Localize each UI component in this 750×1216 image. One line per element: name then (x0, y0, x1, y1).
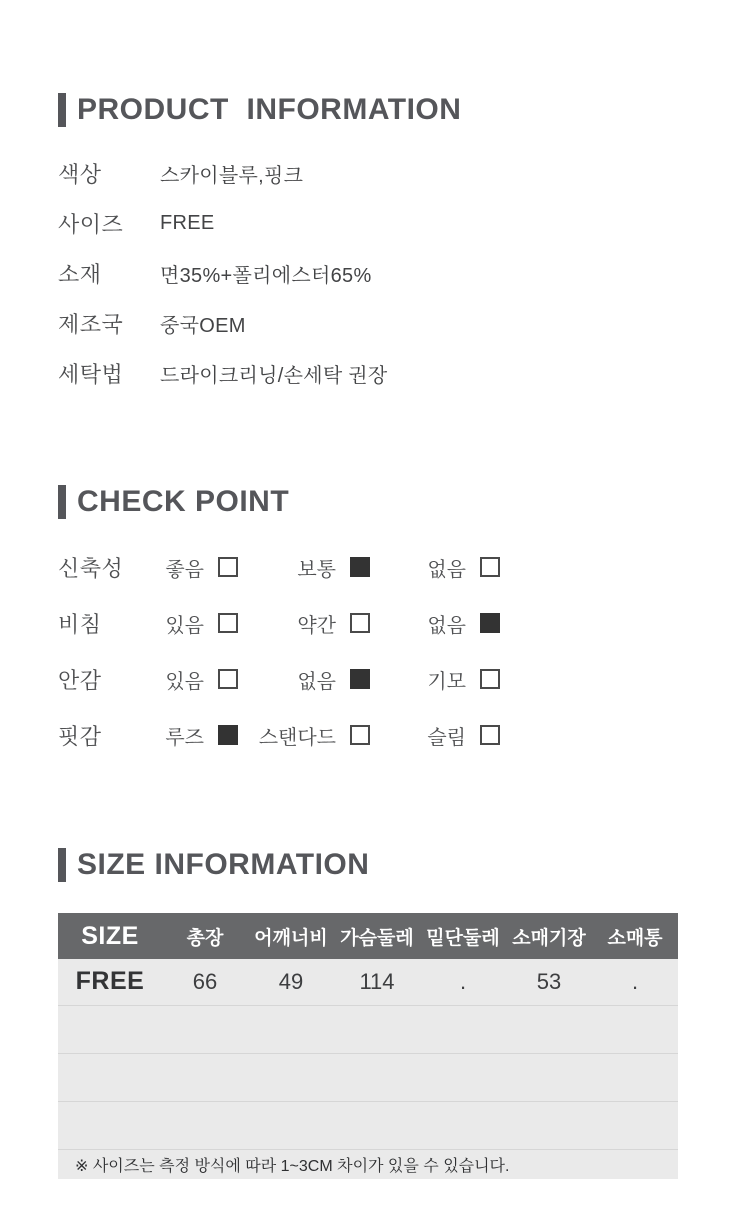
size-table (58, 913, 678, 1179)
product-info-row (58, 160, 677, 186)
check-point-label: 안감 (58, 667, 102, 693)
check-option (160, 553, 238, 582)
product-info-label: 세탁법 (58, 361, 124, 387)
checkbox-icon (350, 669, 370, 689)
check-option (370, 721, 500, 750)
size-table-header-row (58, 913, 678, 959)
check-option-label: 없음 (427, 614, 466, 637)
check-point-row (58, 608, 677, 638)
size-table-empty-row (58, 1101, 678, 1149)
size-table-header-cell: 소매기장 (506, 913, 592, 959)
checkbox-icon (350, 613, 370, 633)
title-accent-bar (58, 93, 66, 127)
size-table-cell: . (420, 959, 506, 1005)
size-table-header-cell: 소매통 (592, 913, 678, 959)
checkbox-icon (218, 557, 238, 577)
size-table-row-free (58, 959, 678, 1005)
check-option (238, 721, 370, 750)
product-info-value: 스카이블루,핑크 (160, 164, 304, 187)
check-option-label: 있음 (165, 670, 204, 693)
size-table-empty-cell (58, 1005, 678, 1053)
checkbox-icon (350, 557, 370, 577)
product-info-value: 중국OEM (160, 314, 246, 337)
product-info-value: 면35%+폴리에스터65% (160, 264, 372, 287)
product-info-list (58, 160, 677, 386)
check-point-label: 핏감 (58, 723, 102, 749)
check-option (238, 553, 370, 582)
size-table-header-cell: 가슴둘레 (334, 913, 420, 959)
title-accent-bar (58, 485, 66, 519)
section-title-text: CHECK POINT (77, 485, 290, 518)
check-option (160, 665, 238, 694)
size-table-cell: . (592, 959, 678, 1005)
check-option-label: 없음 (297, 670, 336, 693)
check-option (370, 553, 500, 582)
check-option-label: 기모 (427, 670, 466, 693)
size-table-header-cell: 밑단둘레 (420, 913, 506, 959)
check-option (160, 609, 238, 638)
size-note-text: ※ 사이즈는 측정 방식에 따라 1~3CM 차이가 있을 수 있습니다. (58, 1149, 678, 1179)
checkbox-icon (218, 669, 238, 689)
size-table-header-cell: 어깨너비 (248, 913, 334, 959)
check-point-label: 신축성 (58, 555, 124, 581)
check-point-row (58, 720, 677, 750)
checkbox-icon (480, 613, 500, 633)
product-info-label: 소재 (58, 261, 102, 287)
product-info-row (58, 260, 677, 286)
size-table-empty-row (58, 1005, 678, 1053)
check-option-label: 루즈 (165, 726, 204, 749)
product-info-row (58, 310, 677, 336)
product-info-row (58, 210, 677, 236)
checkbox-icon (480, 669, 500, 689)
check-option-label: 스탠다드 (258, 726, 336, 749)
product-info-value: FREE (160, 211, 215, 234)
size-table-cell: 49 (248, 959, 334, 1005)
size-table-cell: 114 (334, 959, 420, 1005)
size-table-empty-cell (58, 1053, 678, 1101)
check-option-label: 없음 (427, 558, 466, 581)
product-information-title (58, 93, 677, 127)
check-option-label: 좋음 (165, 558, 204, 581)
product-info-label: 사이즈 (58, 211, 124, 237)
product-info-row (58, 360, 677, 386)
check-option (370, 665, 500, 694)
check-point-label: 비침 (58, 611, 102, 637)
check-option (238, 665, 370, 694)
size-table-cell: FREE (58, 959, 162, 1005)
content-column (58, 93, 677, 1179)
checkbox-icon (350, 725, 370, 745)
check-option (370, 609, 500, 638)
size-table-note-row (58, 1149, 678, 1179)
check-option-label: 보통 (297, 558, 336, 581)
size-table-empty-cell (58, 1101, 678, 1149)
check-option-label: 슬림 (427, 726, 466, 749)
check-point-list (58, 552, 677, 750)
title-accent-bar (58, 848, 66, 882)
check-point-title (58, 485, 677, 519)
check-option (238, 609, 370, 638)
product-info-label: 색상 (58, 161, 102, 187)
checkbox-icon (218, 725, 238, 745)
product-info-value: 드라이크리닝/손세탁 권장 (160, 364, 388, 387)
product-info-label: 제조국 (58, 311, 124, 337)
size-table-empty-row (58, 1053, 678, 1101)
checkbox-icon (218, 613, 238, 633)
size-table-cell: 53 (506, 959, 592, 1005)
size-table-header-cell: SIZE (58, 913, 162, 959)
size-table-cell: 66 (162, 959, 248, 1005)
check-option-label: 있음 (165, 614, 204, 637)
section-title-text: PRODUCT INFORMATION (77, 93, 462, 126)
checkbox-icon (480, 557, 500, 577)
section-title-text: SIZE INFORMATION (77, 848, 370, 881)
check-point-row (58, 552, 677, 582)
size-information-title (58, 848, 677, 882)
size-table-header-cell: 총장 (162, 913, 248, 959)
check-option-label: 약간 (297, 614, 336, 637)
check-option (160, 721, 238, 750)
checkbox-icon (480, 725, 500, 745)
check-point-row (58, 664, 677, 694)
